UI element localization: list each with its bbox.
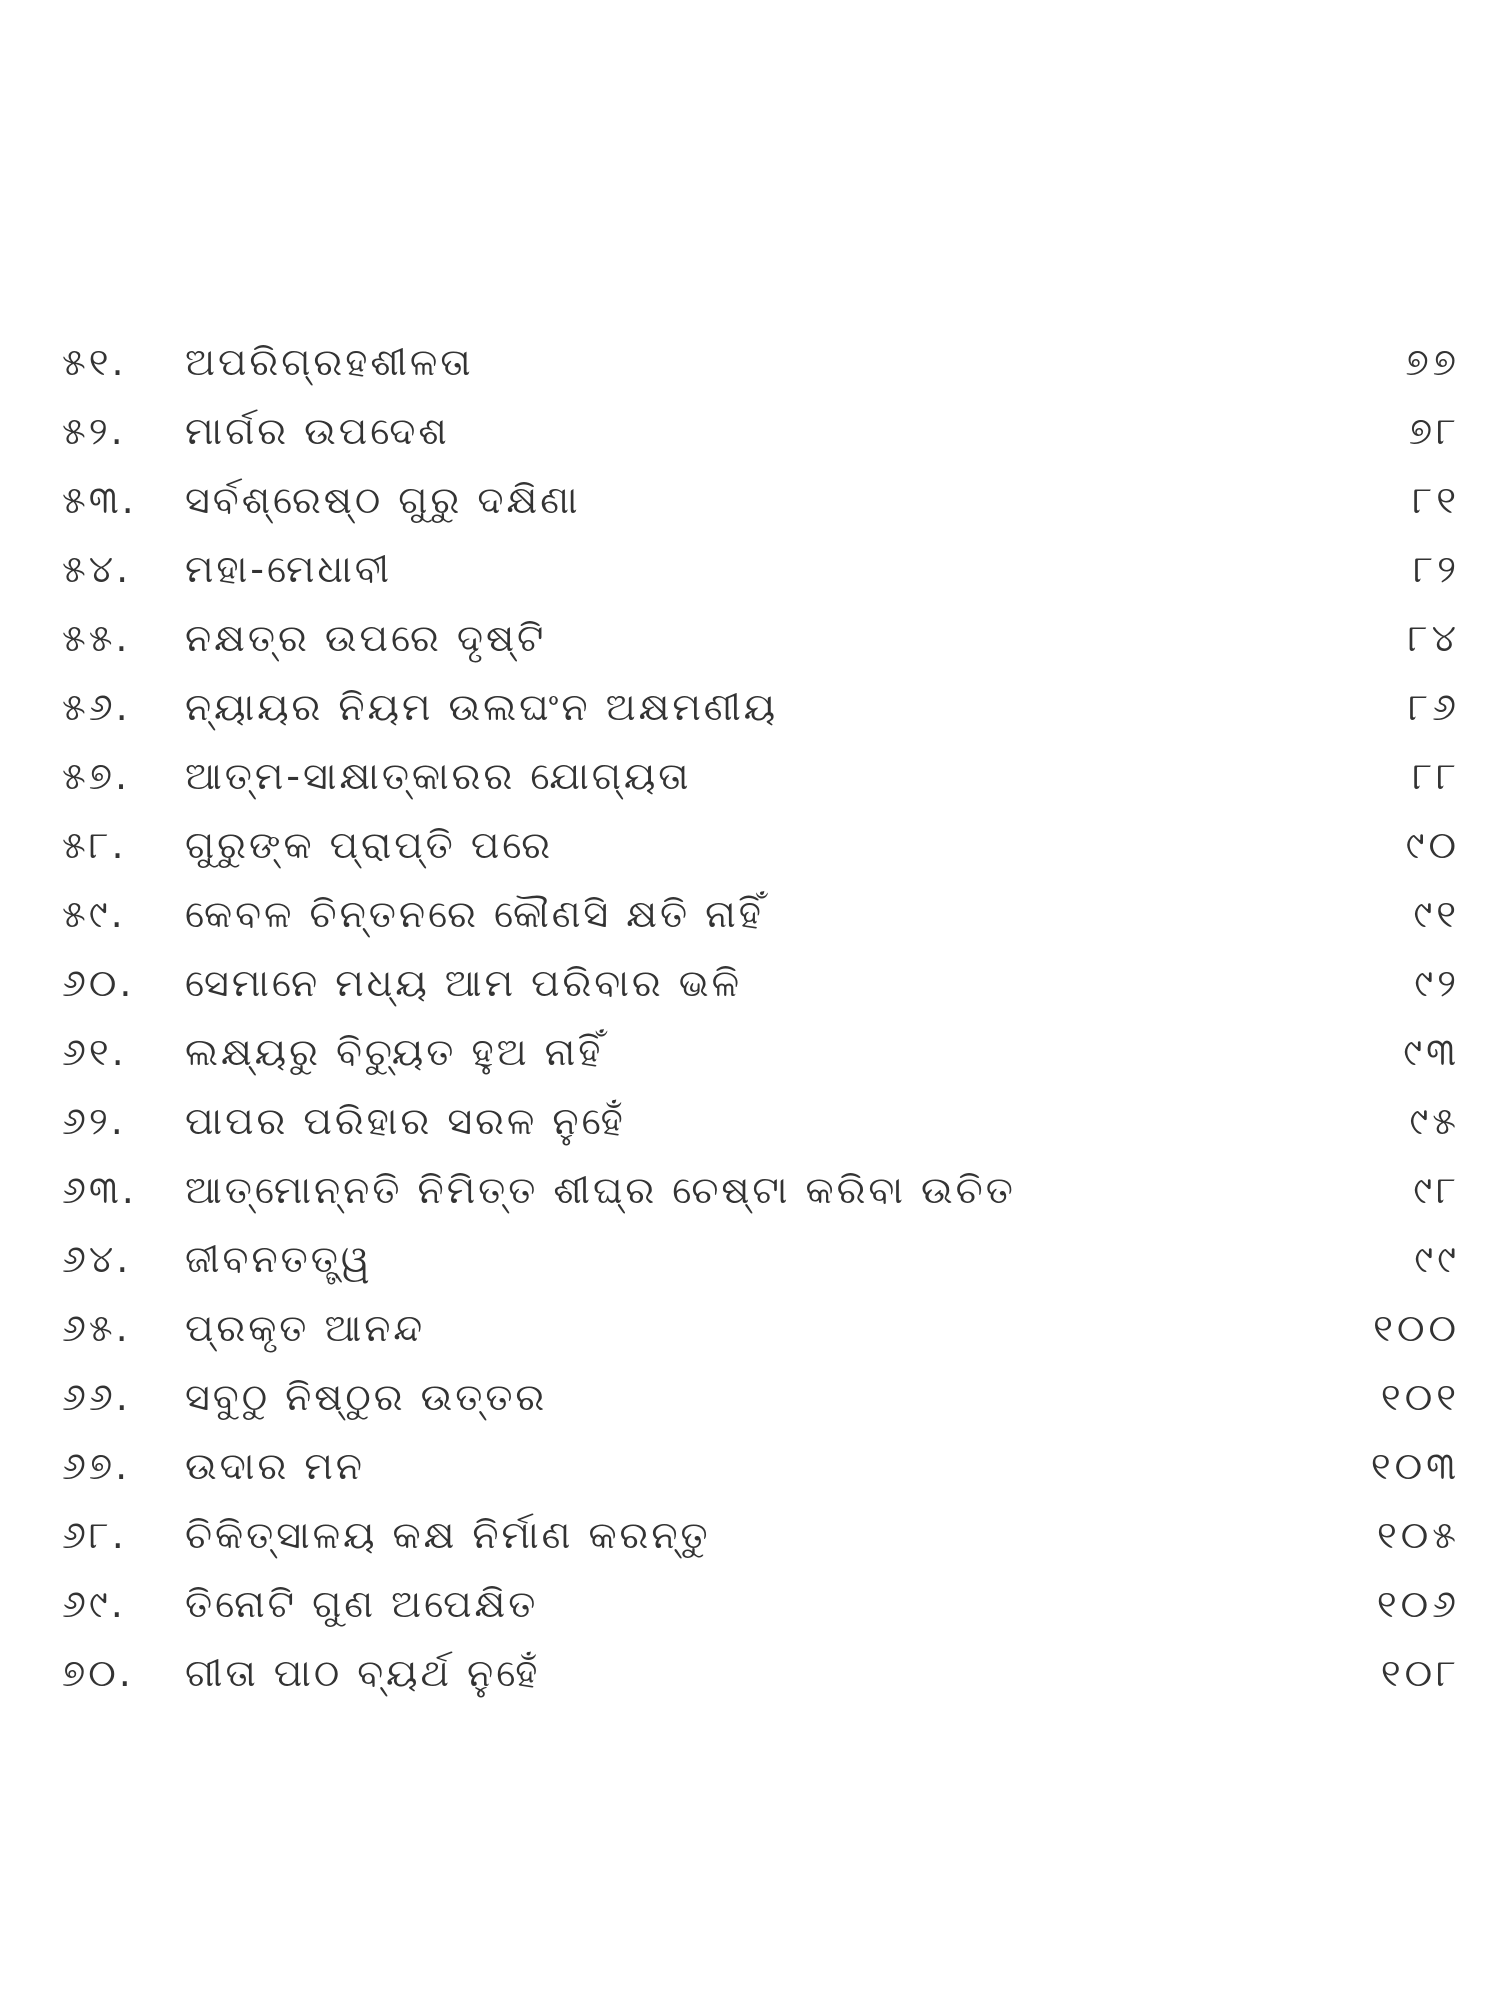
toc-entry-number: ୬୭.	[62, 1444, 131, 1488]
toc-entry	[0, 604, 1500, 673]
toc-entry	[0, 811, 1500, 880]
toc-entry-number: ୫୯.	[62, 892, 126, 936]
toc-entry-number: ୬୪.	[62, 1237, 132, 1281]
toc-entry-title: ସବୁଠୁ ନିଷ୍ଠୁର ଉତ୍ତର	[185, 1375, 548, 1419]
toc-entry	[0, 880, 1500, 949]
toc-entry-page: ୭୮	[1408, 409, 1460, 453]
toc-entry-number: ୬୮.	[62, 1513, 127, 1557]
toc-entry-page: ୧୦୫	[1376, 1513, 1460, 1557]
toc-entry-page: ୮୪	[1407, 616, 1460, 660]
toc-entry-title: ଗୁରୁଙ୍କ ପ୍ରାପ୍ତି ପରେ	[185, 823, 554, 867]
toc-entry-title: ସେମାନେ ମଧ୍ୟ ଆମ ପରିବାର ଭଳି	[185, 961, 743, 1005]
toc-entry-title: ମାର୍ଗର ଉପଦେଶ	[185, 409, 450, 453]
toc-entry-number: ୫୪.	[62, 547, 132, 591]
toc-entry	[0, 673, 1500, 742]
toc-entry-title: ନ୍ୟାୟର ନିୟମ ଉଲଘଂନ ଅକ୍ଷମଣୀୟ	[185, 685, 779, 729]
toc-entry-page: ୧୦୦	[1373, 1306, 1460, 1350]
toc-entry-page: ୯୮	[1413, 1168, 1460, 1212]
toc-entry-page: ୯୧	[1413, 892, 1460, 936]
toc-entry-number: ୬୩.	[62, 1168, 137, 1212]
toc-entry-number: ୫୩.	[62, 478, 137, 522]
toc-entry-title: ନକ୍ଷତ୍ର ଉପରେ ଦୃଷ୍ଟି	[185, 616, 547, 660]
toc-entry	[0, 397, 1500, 466]
toc-entry-title: ଲକ୍ଷ୍ୟରୁ ବିଚ୍ୟୁତ ହୁଅ ନାହିଁ	[185, 1030, 604, 1074]
toc-entry-number: ୫୫.	[62, 616, 131, 660]
toc-entry-title: ଆତ୍ମ-ସାକ୍ଷାତ୍କାରର ଯୋଗ୍ୟତା	[185, 754, 692, 798]
toc-entry-title: ପାପର ପରିହାର ସରଳ ନୁହେଁ	[185, 1099, 626, 1143]
toc-entry	[0, 1156, 1500, 1225]
toc-entry	[0, 1432, 1500, 1501]
toc-entry	[0, 1225, 1500, 1294]
toc-entry	[0, 535, 1500, 604]
toc-entry-page: ୯୯	[1414, 1237, 1460, 1281]
toc-entry	[0, 1501, 1500, 1570]
toc-entry-title: ମହା-ମେଧାବୀ	[185, 547, 393, 591]
toc-entry-number: ୭୦.	[62, 1651, 134, 1695]
toc-entry-page: ୯୨	[1414, 961, 1460, 1005]
toc-entry-page: ୧୦୩	[1370, 1444, 1460, 1488]
toc-entry	[0, 1639, 1500, 1708]
toc-entry	[0, 1087, 1500, 1156]
toc-entry-title: କେବଳ ଚିନ୍ତନରେ କୌଣସି କ୍ଷତି ନାହିଁ	[185, 892, 764, 936]
toc-entry	[0, 1018, 1500, 1087]
toc-entry	[0, 328, 1500, 397]
toc-entry-title: ଅପରିଗ୍ରହଶୀଳତା	[185, 340, 474, 384]
toc-entry-page: ୧୦୧	[1380, 1375, 1460, 1419]
toc-entry-number: ୫୧.	[62, 340, 127, 384]
toc-entry-page: ୯୩	[1403, 1030, 1460, 1074]
toc-entry	[0, 1363, 1500, 1432]
toc-entry-title: ଚିକିତ୍ସାଳୟ କକ୍ଷ ନିର୍ମାଣ କରନ୍ତୁ	[185, 1513, 711, 1557]
toc-entry-number: ୫୨.	[62, 409, 126, 453]
toc-entry-number: ୬୦.	[62, 961, 135, 1005]
toc-entry-page: ୮୬	[1408, 685, 1460, 729]
toc-entry-title: ପ୍ରକୃତ ଆନନ୍ଦ	[185, 1306, 426, 1350]
toc-entry-page: ୮୨	[1413, 547, 1460, 591]
toc-entry	[0, 1294, 1500, 1363]
toc-entry-title: ଆତ୍ମୋନ୍ନତି ନିମିତ୍ତ ଶୀଘ୍ର ଚେଷ୍ଟା କରିବା ଉଚିତ	[185, 1168, 1016, 1212]
toc-entry-number: ୫୬.	[62, 685, 131, 729]
toc-entry-number: ୬୬.	[62, 1375, 131, 1419]
table-of-contents	[0, 328, 1500, 1708]
toc-entry-number: ୬୧.	[62, 1030, 127, 1074]
toc-entry-page: ୮୧	[1412, 478, 1460, 522]
toc-entry-page: ୭୭	[1405, 340, 1460, 384]
toc-entry-page: ୯୦	[1405, 823, 1460, 867]
toc-entry-number: ୬୯.	[62, 1582, 126, 1626]
toc-entry	[0, 949, 1500, 1018]
toc-entry-page: ୯୫	[1409, 1099, 1460, 1143]
toc-entry-number: ୫୮.	[62, 823, 127, 867]
toc-entry-page: ୮୮	[1412, 754, 1460, 798]
toc-entry-number: ୫୭.	[62, 754, 131, 798]
toc-entry-title: ଉଦାର ମନ	[185, 1444, 365, 1488]
toc-entry	[0, 466, 1500, 535]
toc-entry-title: ସର୍ବଶ୍ରେଷ୍ଠ ଗୁରୁ ଦକ୍ଷିଣା	[185, 478, 581, 522]
toc-entry-title: ଗୀତା ପାଠ ବ୍ୟର୍ଥ ନୁହେଁ	[185, 1651, 541, 1695]
toc-entry-page: ୧୦୬	[1376, 1582, 1460, 1626]
toc-entry-title: ତିନୋଟି ଗୁଣ ଅପେକ୍ଷିତ	[185, 1582, 539, 1626]
toc-entry-number: ୬୨.	[62, 1099, 126, 1143]
toc-entry-page: ୧୦୮	[1380, 1651, 1460, 1695]
toc-entry	[0, 742, 1500, 811]
toc-entry-title: ଜୀବନତତ୍ତ୍ୱ	[185, 1237, 373, 1281]
toc-entry	[0, 1570, 1500, 1639]
toc-entry-number: ୬୫.	[62, 1306, 131, 1350]
